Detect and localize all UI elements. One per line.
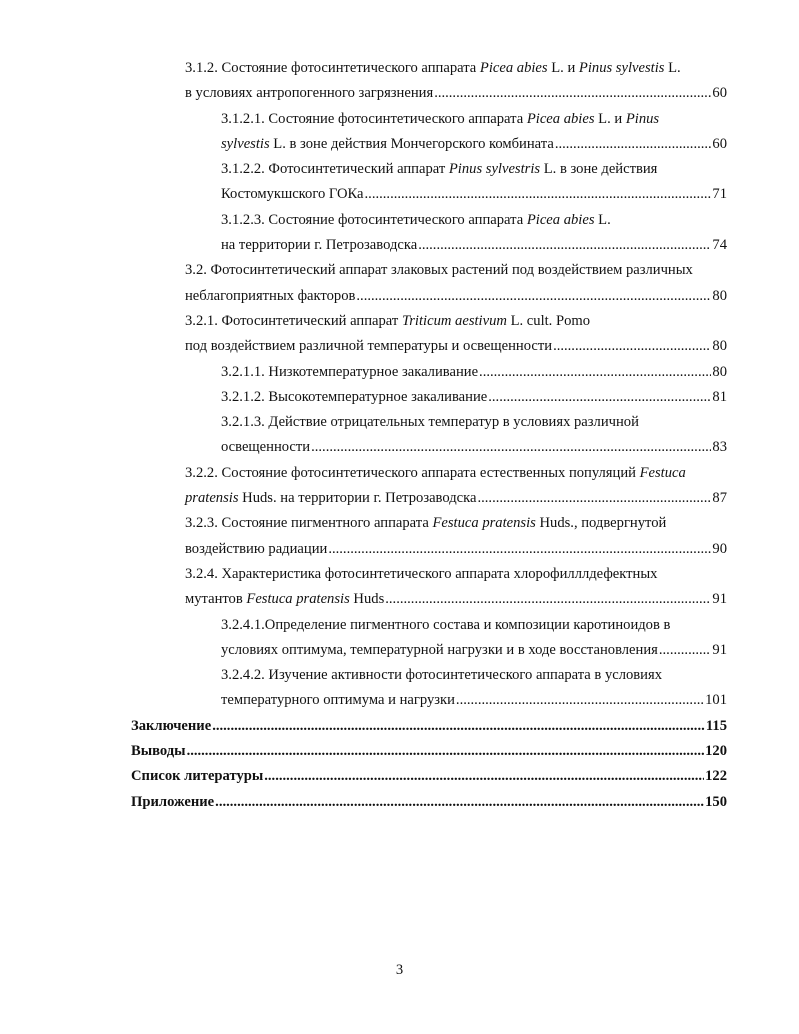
dot-leader <box>456 688 704 713</box>
dot-leader <box>356 284 711 309</box>
dot-leader <box>264 764 704 789</box>
toc-page-number: 90 <box>712 540 727 557</box>
toc-page-number: 80 <box>712 338 727 355</box>
toc-entry-3-2-4-2: 3.2.4.2. Изучение активности фотосинтетического аппарата в условиях температурного оптимума и нагрузки ..... 101 <box>0 663 799 714</box>
toc-page-number: 74 <box>712 237 727 254</box>
toc-page-number: 91 <box>712 641 727 658</box>
dot-leader <box>553 334 711 359</box>
table-of-contents <box>0 56 799 815</box>
toc-entry-3-2-1-2: 3.2.1.2. Высокотемпературное закаливание ..... 81 <box>0 385 799 410</box>
toc-page-number: 150 <box>705 793 727 810</box>
toc-entry-3-2-4: 3.2.4. Характеристика фотосинтетического аппарата хлорофилллдефектных мутантов Festuca pratensis Huds ..... 91 <box>0 562 799 613</box>
toc-entry-3-1-2-1: 3.1.2.1. Состояние фотосинтетического аппарата Picea abies L. и Pinus sylvestis L. в зоне действия Мончегорского комбината ..... 60 <box>0 107 799 158</box>
toc-entry-appendix: Приложение ..... 150 <box>0 790 799 815</box>
toc-page-number: 120 <box>705 743 727 760</box>
dot-leader <box>477 486 711 511</box>
toc-page-number: 115 <box>705 717 727 734</box>
toc-page-number: 60 <box>712 85 727 102</box>
toc-page-number: 87 <box>712 490 727 507</box>
toc-entry-findings: Выводы ..... 120 <box>0 739 799 764</box>
dot-leader <box>215 790 704 815</box>
dot-leader <box>187 739 705 764</box>
toc-page-number: 101 <box>705 692 727 709</box>
toc-page-number: 80 <box>712 363 727 380</box>
toc-entry-3-2-1-3: 3.2.1.3. Действие отрицательных температур в условиях различной освещенности ..... 83 <box>0 410 799 461</box>
dot-leader <box>659 638 712 663</box>
dot-leader <box>555 132 712 157</box>
toc-page-number: 60 <box>712 135 727 152</box>
toc-entry-3-1-2: 3.1.2. Состояние фотосинтетического аппарата Picea abies L. и Pinus sylvestis L. в условиях антропогенного загрязнения ..... 60 <box>0 56 799 107</box>
toc-page-number: 83 <box>712 439 727 456</box>
dot-leader <box>418 233 711 258</box>
toc-page-number: 71 <box>712 186 727 203</box>
toc-entry-3-1-2-2: 3.1.2.2. Фотосинтетический аппарат Pinus sylvestris L. в зоне действия Костомукшского ГОКа ..... 71 <box>0 157 799 208</box>
dot-leader <box>385 587 711 612</box>
dot-leader <box>479 360 711 385</box>
dot-leader <box>488 385 711 410</box>
toc-entry-3-2-2: 3.2.2. Состояние фотосинтетического аппарата естественных популяций Festuca pratensis Huds. на территории г. Петрозаводска ..... 87 <box>0 461 799 512</box>
toc-entry-3-2-4-1: 3.2.4.1.Определение пигментного состава и композиции каротиноидов в условиях оптимума, температурной нагрузки и в ходе восстановления ..... 91 <box>0 613 799 664</box>
toc-entry-3-2-1: 3.2.1. Фотосинтетический аппарат Triticum aestivum L. cult. Pomo под воздействием различной температуры и освещенности ..... 80 <box>0 309 799 360</box>
toc-page-number: 81 <box>712 388 727 405</box>
dot-leader <box>365 182 712 207</box>
dot-leader <box>328 537 711 562</box>
toc-entry-3-2-3: 3.2.3. Состояние пигментного аппарата Festuca pratensis Huds., подвергнутой воздействию радиации ..... 90 <box>0 511 799 562</box>
toc-entry-references: Список литературы ..... 122 <box>0 764 799 789</box>
toc-entry-3-2: 3.2. Фотосинтетический аппарат злаковых растений под воздействием различных неблагоприятных факторов ..... 80 <box>0 258 799 309</box>
toc-entry-3-2-1-1: 3.2.1.1. Низкотемпературное закаливание ..... 80 <box>0 360 799 385</box>
toc-page-number: 91 <box>712 591 727 608</box>
toc-page-number: 122 <box>705 768 727 785</box>
page-number: 3 <box>395 962 404 978</box>
dot-leader <box>212 714 705 739</box>
dot-leader <box>311 435 711 460</box>
toc-page-number: 80 <box>712 287 727 304</box>
dot-leader <box>434 81 711 106</box>
toc-entry-conclusion: Заключение ..... 115 <box>0 714 799 739</box>
toc-entry-3-1-2-3: 3.1.2.3. Состояние фотосинтетического аппарата Picea abies L. на территории г. Петрозаводска ..... 74 <box>0 208 799 259</box>
